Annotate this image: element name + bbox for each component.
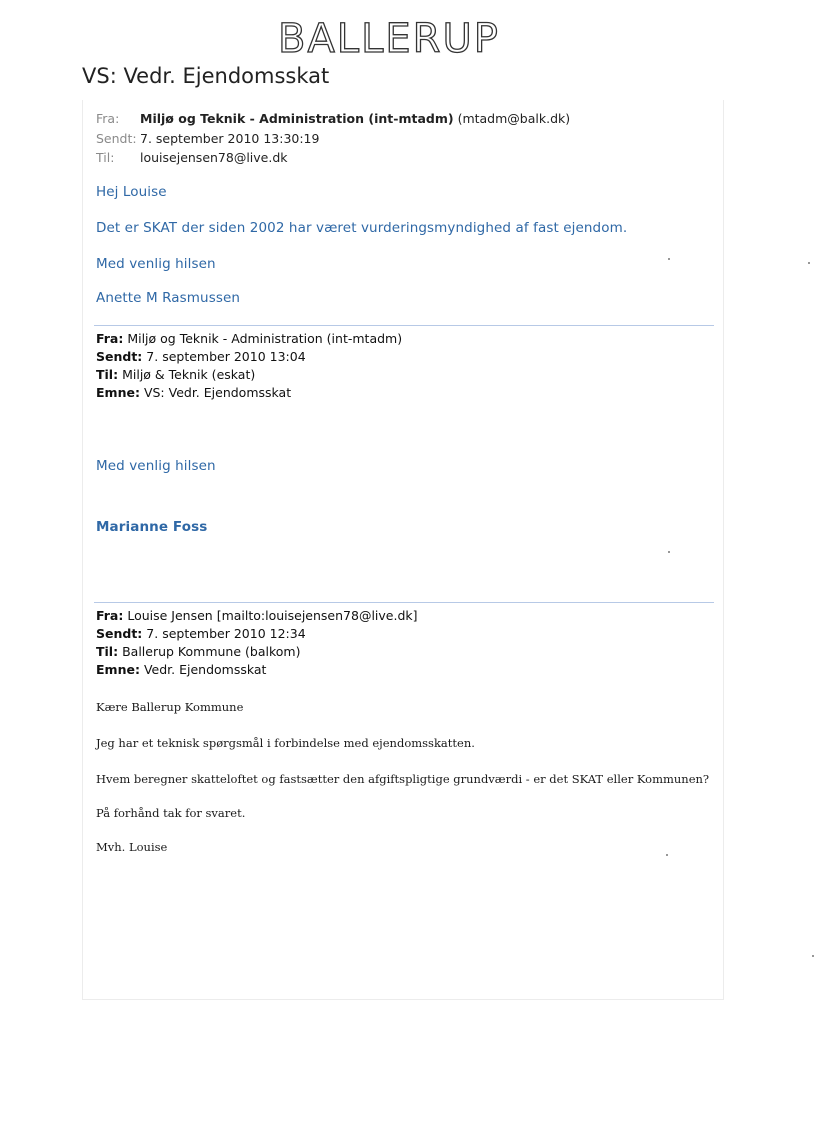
scan-speck [812,955,814,957]
header-from [96,111,570,126]
fwd2-from [96,608,418,623]
scan-speck [666,854,668,856]
fwd2-subject-label: Emne: [96,662,140,677]
fwd2-to-label: Til: [96,644,119,659]
header-to [96,150,288,165]
separator-2 [94,602,714,603]
original-salutation: Kære Ballerup Kommune [96,700,244,714]
fwd1-from-label: Fra: [96,331,124,346]
separator-1 [94,325,714,326]
fwd2-from-value[interactable]: Louise Jensen [mailto:louisejensen78@live.dk] [127,608,418,623]
reply-closing: Med venlig hilsen [96,256,216,272]
header-to-label: Til: [96,150,115,165]
reply-greeting: Hej Louise [96,184,167,200]
reply-signature: Anette M Rasmussen [96,290,241,306]
reply-body: Det er SKAT der siden 2002 har været vurderingsmyndighed af fast ejendom. [96,220,628,236]
fwd1-subject [96,385,291,400]
fwd1-signature: Marianne Foss [96,519,208,535]
fwd2-subject-value: Vedr. Ejendomsskat [143,662,267,677]
fwd1-to-label: Til: [96,367,119,382]
header-from-name: Miljø og Teknik - Administration (int-mtadm) [140,111,454,126]
fwd2-subject [96,662,266,677]
scan-speck [808,262,810,264]
scan-speck [668,551,670,553]
fwd1-from [96,331,402,346]
fwd1-subject-value: VS: Vedr. Ejendomsskat [143,385,292,400]
fwd2-sent-label: Sendt: [96,626,143,641]
fwd1-sent-label: Sendt: [96,349,143,364]
fwd2-to [96,644,300,659]
fwd1-sent [96,349,306,364]
original-line-1: Jeg har et teknisk spørgsmål i forbindelse med ejendomsskatten. [96,736,475,750]
fwd1-to [96,367,255,382]
fwd1-from-value: Miljø og Teknik - Administration (int-mtadm) [127,331,403,346]
header-sent-value: 7. september 2010 13:30:19 [140,131,320,146]
fwd2-to-value: Ballerup Kommune (balkom) [122,644,301,659]
header-to-value[interactable]: louisejensen78@live.dk [140,150,288,165]
original-signoff: Mvh. Louise [96,840,168,854]
header-from-label: Fra: [96,111,120,126]
fwd2-sent-value: 7. september 2010 12:34 [146,626,306,641]
scan-speck [668,258,670,260]
original-line-2: Hvem beregner skatteloftet og fastsætter den afgiftspligtige grundværdi - er det SKAT eller Kommunen? [96,772,710,786]
header-sent [96,131,319,146]
fwd1-sent-value: 7. september 2010 13:04 [146,349,306,364]
handwritten-note-text: BALLERUP [278,16,500,62]
fwd1-subject-label: Emne: [96,385,140,400]
header-sent-label: Sendt: [96,131,137,146]
header-from-email: (mtadm@balk.dk) [457,111,571,126]
handwritten-note [268,6,508,66]
fwd2-from-label: Fra: [96,608,124,623]
fwd1-closing: Med venlig hilsen [96,458,216,474]
page-title: VS: Vedr. Ejendomsskat [82,64,330,88]
fwd2-sent [96,626,306,641]
original-line-3: På forhånd tak for svaret. [96,806,246,820]
fwd1-to-value: Miljø & Teknik (eskat) [122,367,256,382]
